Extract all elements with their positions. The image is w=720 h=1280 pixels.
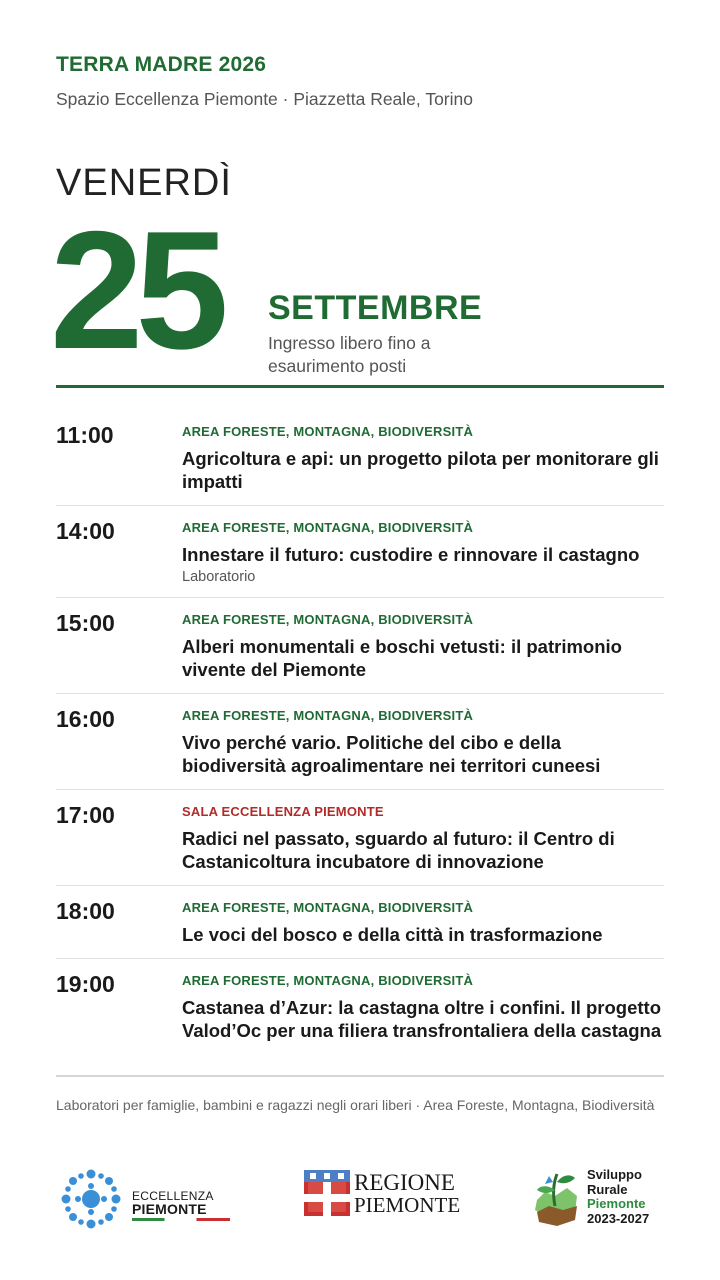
entry-note: Ingresso libero fino a esaurimento posti xyxy=(268,333,431,376)
slot-time: 11:00 xyxy=(56,422,114,448)
slot-area: AREA FORESTE, MONTAGNA, BIODIVERSITÀ xyxy=(182,708,474,723)
schedule-item xyxy=(56,886,664,959)
logo-strip xyxy=(56,1160,664,1240)
schedule-item xyxy=(56,506,664,598)
slot-time: 14:00 xyxy=(56,518,115,544)
program-page xyxy=(50,0,664,1280)
piemonte-sun-icon xyxy=(56,1164,126,1234)
slot-title: Le voci del bosco e della città in trasformazione xyxy=(182,924,603,945)
slot-title: Innestare il futuro: custodire e rinnovare il castagno xyxy=(182,544,640,565)
slot-time: 18:00 xyxy=(56,898,115,924)
schedule-item xyxy=(56,598,664,694)
slot-time: 16:00 xyxy=(56,706,115,732)
eccellenza-logo-text: ECCELLENZA PIEMONTE xyxy=(132,1190,230,1221)
slot-time: 19:00 xyxy=(56,971,115,997)
divider xyxy=(56,385,664,388)
sprout-region-icon xyxy=(531,1166,581,1228)
slot-time: 17:00 xyxy=(56,802,115,828)
slot-area: AREA FORESTE, MONTAGNA, BIODIVERSITÀ xyxy=(182,424,474,439)
slot-title: Alberi monumentali e boschi vetusti: il patrimonio vivente del Piemonte xyxy=(182,636,622,680)
slot-area: AREA FORESTE, MONTAGNA, BIODIVERSITÀ xyxy=(182,520,474,535)
slot-title: Radici nel passato, sguardo al futuro: il Centro di Castanicoltura incubatore di innovazione xyxy=(182,828,615,872)
sviluppo-rurale-logo xyxy=(531,1164,671,1234)
schedule-item xyxy=(56,412,664,506)
schedule-item xyxy=(56,959,664,1054)
slot-area: SALA ECCELLENZA PIEMONTE xyxy=(182,804,384,819)
month: SETTEMBRE xyxy=(268,289,483,327)
slot-title: Castanea d’Azur: la castagna oltre i confini. Il progetto Valod’Oc per una filiera transfrontaliera della castagna xyxy=(182,997,662,1041)
regione-shield-icon xyxy=(304,1170,350,1216)
event-venue: Spazio Eccellenza Piemonte · Piazzetta Reale, Torino xyxy=(56,89,473,109)
schedule-list xyxy=(56,412,664,1054)
slot-time: 15:00 xyxy=(56,610,115,636)
schedule-item xyxy=(56,694,664,790)
footnote: Laboratori per famiglie, bambini e ragazzi negli orari liberi · Area Foreste, Montagna, Biodiversità xyxy=(56,1097,655,1113)
divider xyxy=(56,1075,664,1077)
sviluppo-logo-text: Sviluppo Rurale Piemonte 2023-2027 xyxy=(587,1167,650,1226)
slot-area: AREA FORESTE, MONTAGNA, BIODIVERSITÀ xyxy=(182,900,474,915)
event-title: TERRA MADRE 2026 xyxy=(56,53,267,76)
slot-subtitle: Laboratorio xyxy=(182,569,256,585)
day-number: 25 xyxy=(50,196,221,384)
schedule-item xyxy=(56,790,664,886)
regione-logo-text: REGIONE PIEMONTE xyxy=(354,1170,461,1217)
slot-title: Vivo perché vario. Politiche del cibo e della biodiversità agroalimentare nei territori cuneesi xyxy=(182,732,601,776)
slot-area: AREA FORESTE, MONTAGNA, BIODIVERSITÀ xyxy=(182,973,474,988)
slot-title: Agricoltura e api: un progetto pilota per monitorare gli impatti xyxy=(182,448,659,492)
regione-piemonte-logo xyxy=(304,1170,464,1222)
slot-area: AREA FORESTE, MONTAGNA, BIODIVERSITÀ xyxy=(182,612,474,627)
eccellenza-piemonte-logo xyxy=(56,1164,236,1234)
day-name: VENERDÌ xyxy=(56,162,232,204)
